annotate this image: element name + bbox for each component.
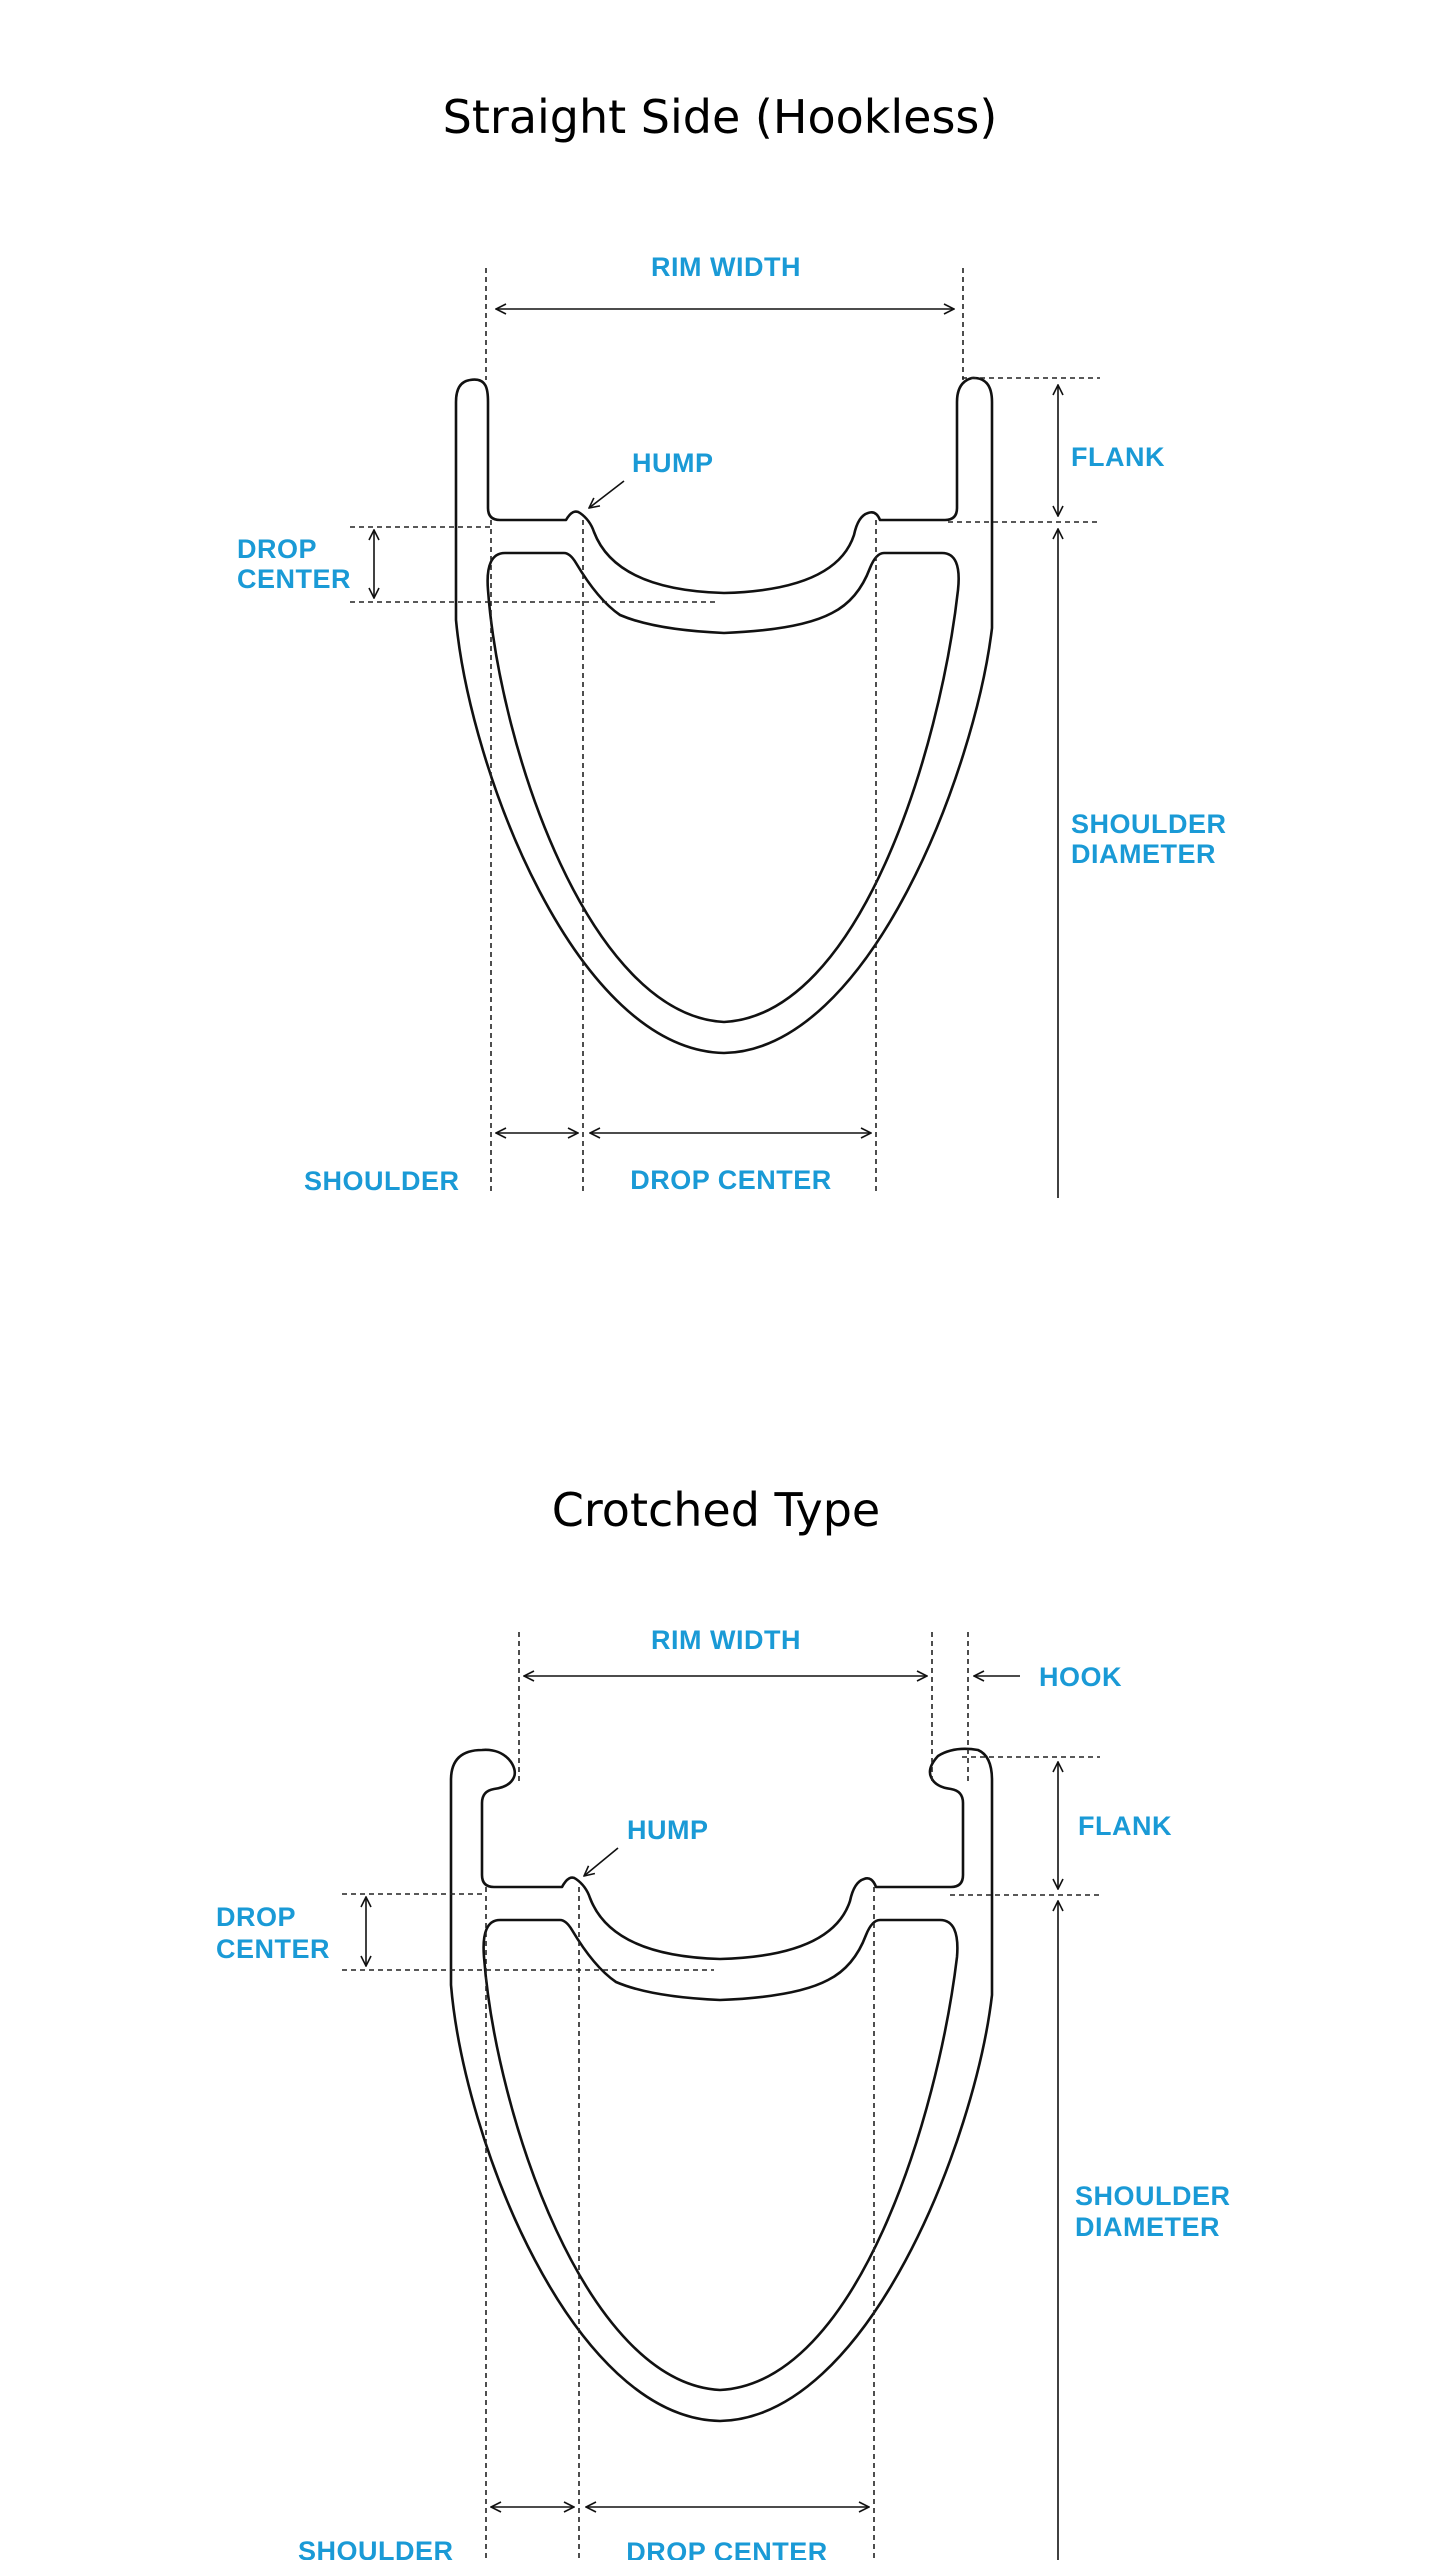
straight-side-rim-inner — [488, 553, 959, 1022]
flank-label: FLANK — [1078, 1811, 1172, 1841]
straight-side-rim-outer — [456, 378, 992, 1053]
shoulder-label: SHOULDER — [298, 2536, 454, 2560]
hump-pointer — [589, 481, 624, 508]
straight-side-diagram — [237, 90, 1227, 1198]
shoulder-diameter-label-line2: DIAMETER — [1075, 2212, 1220, 2242]
shoulder-diameter-label-line2: DIAMETER — [1071, 839, 1216, 869]
shoulder-diameter-label-line1: SHOULDER — [1075, 2181, 1231, 2211]
drop-center-bottom-label: DROP CENTER — [630, 1165, 832, 1195]
shoulder-label: SHOULDER — [304, 1166, 460, 1196]
hump-label: HUMP — [627, 1815, 709, 1845]
hook-label: HOOK — [1039, 1662, 1122, 1692]
hump-label: HUMP — [632, 448, 714, 478]
flank-label: FLANK — [1071, 442, 1165, 472]
drop-center-label-line1: DROP — [216, 1902, 297, 1932]
straight-side-title: Straight Side (Hookless) — [442, 90, 998, 144]
shoulder-diameter-label-line1: SHOULDER — [1071, 809, 1227, 839]
drop-center-bottom-label: DROP CENTER — [626, 2537, 828, 2560]
rim-width-label: RIM WIDTH — [651, 1625, 801, 1655]
drop-center-label-line1: DROP — [237, 534, 318, 564]
crotched-diagram — [216, 1483, 1231, 2560]
crotched-rim-outer — [451, 1749, 992, 2421]
drop-center-label-line2: CENTER — [216, 1934, 331, 1964]
rim-width-label: RIM WIDTH — [651, 252, 801, 282]
drop-center-label-line2: CENTER — [237, 564, 352, 594]
crotched-title: Crotched Type — [551, 1483, 881, 1537]
crotched-rim-inner — [484, 1920, 958, 2390]
hump-pointer — [584, 1848, 618, 1876]
